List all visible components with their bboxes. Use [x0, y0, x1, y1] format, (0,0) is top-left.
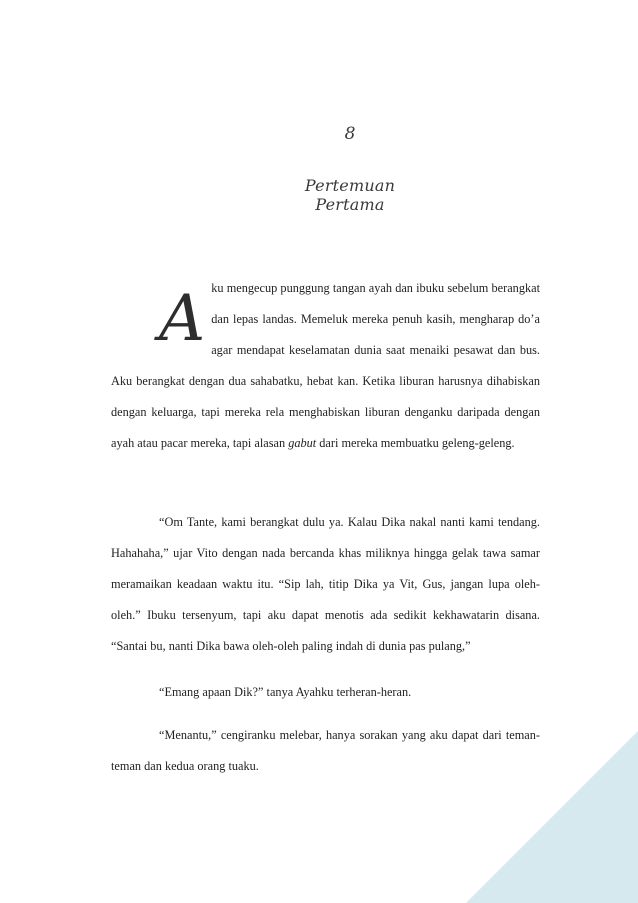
paragraph-1-italic-word: gabut [288, 436, 317, 450]
paragraph-2: “Om Tante, kami berangkat dulu ya. Kalau Dika nakal nanti kami tendang. Hahahaha,” ujar Vito dengan nada bercanda khas miliknya hingga gelak tawa samar meramaikan keadaan waktu itu. “Sip lah, titip Dika ya Vit, Gus, jangan lupa oleh-oleh.” Ibuku tersenyum, tapi aku dapat menotis ada sedikit kekhawatarin disana. “Santai bu, nanti Dika bawa oleh-oleh paling indah di dunia pas pulang,” [111, 515, 540, 653]
paragraph-3: “Emang apaan Dik?” tanya Ayahku terheran-heran. [159, 685, 412, 699]
chapter-number: 8 [344, 124, 356, 144]
paragraph-1-text: ku mengecup punggung tangan ayah dan ibuku sebelum berangkat dan lepas landas. Memeluk mereka penuh kasih, mengharap do’a agar mendapat keselamatan dunia saat menaiki pesawat dan bus. Aku berangkat dengan dua sahabatku, hebat kan. Ketika liburan harusnya dihabiskan dengan keluarga, tapi mereka rela menghabiskan liburan denganku daripada dengan ayah atau pacar mereka, tapi alasan [111, 281, 540, 450]
drop-cap-letter: A [159, 282, 206, 356]
chapter-title: Pertemuan Pertama [304, 176, 396, 214]
paragraph-1 [111, 273, 540, 459]
paragraph-4: “Menantu,” cengiranku melebar, hanya sorakan yang aku dapat dari teman-teman dan kedua orang tuaku. [111, 728, 540, 773]
paragraph-1-tail: dari mereka membuatku geleng-geleng. [316, 436, 515, 450]
